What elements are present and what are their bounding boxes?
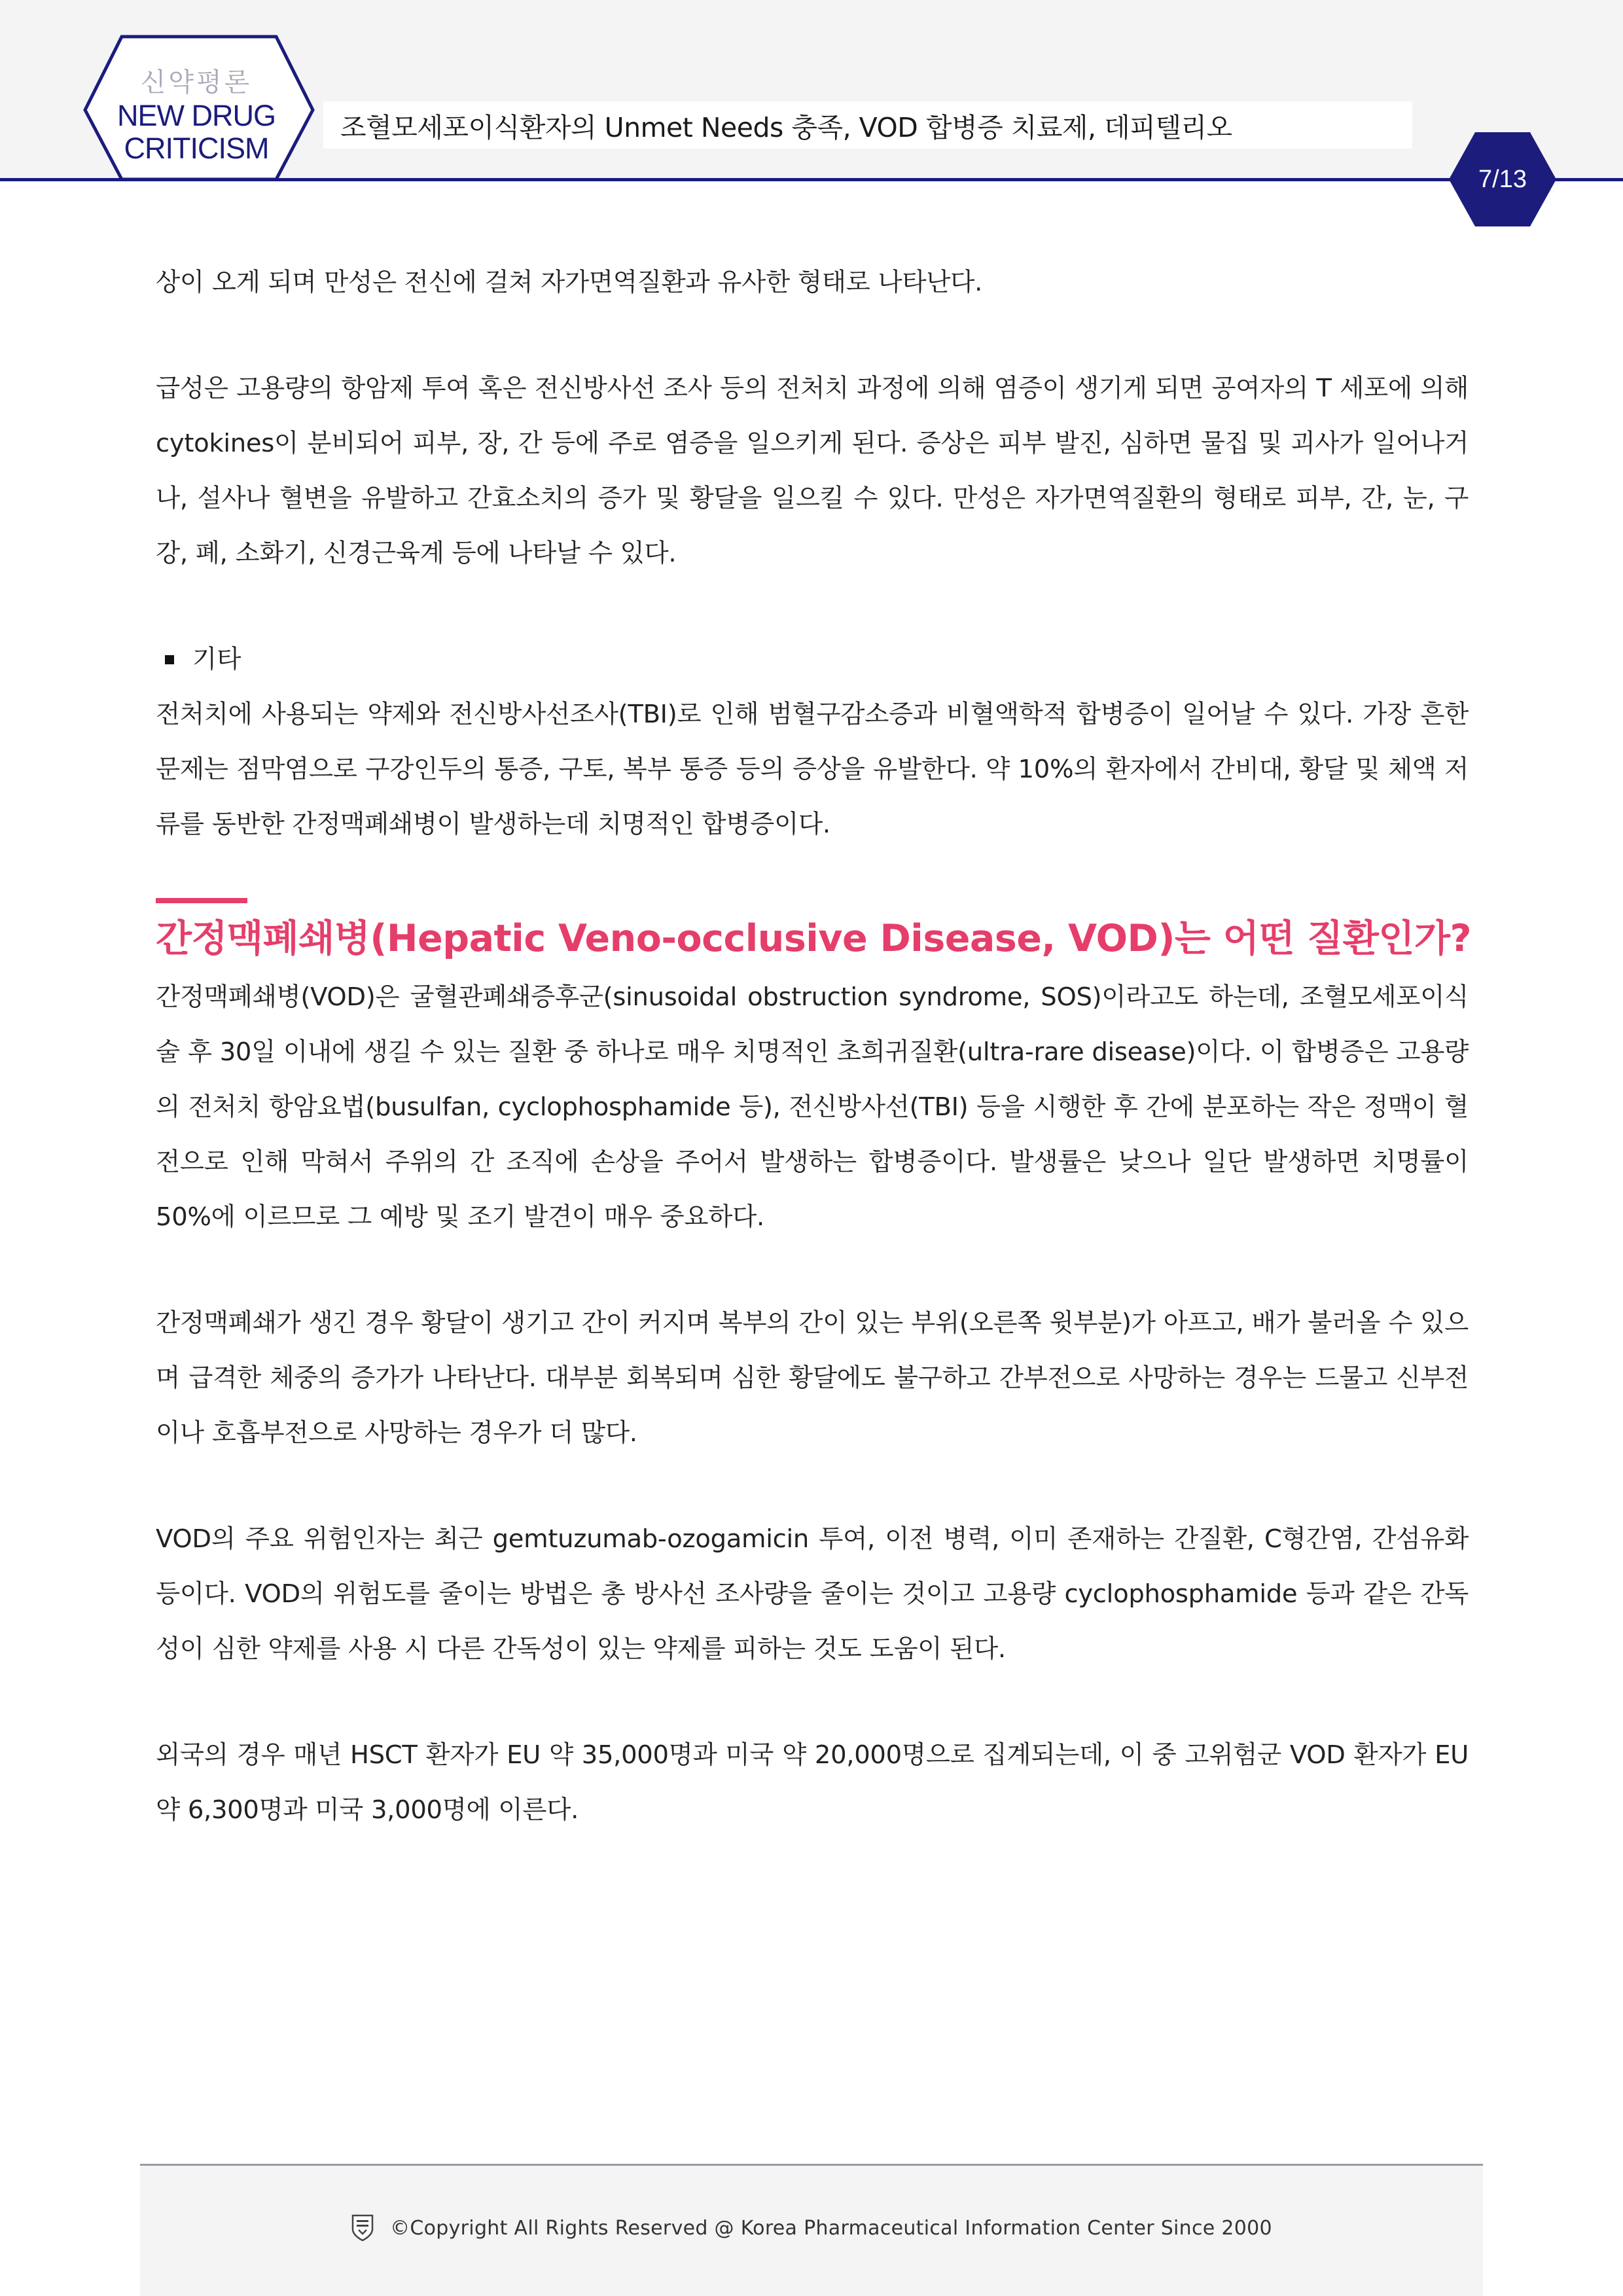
paragraph-1: 상이 오게 되며 만성은 전신에 걸쳐 자가면역질환과 유사한 형태로 나타난다. — [156, 268, 983, 297]
copyright-text: ©Copyright All Rights Reserved @ Korea Pharmaceutical Information Center Since 2000 — [390, 2216, 1272, 2240]
paragraph-3: 전처치에 사용되는 약제와 전신방사선조사(TBI)로 인해 범혈구감소증과 비혈액학적 합병증이 일어날 수 있다. 가장 흔한 문제는 점막염으로 구강인두의 통증, 구토, 복부 통증 등의 증상을 유발한다. 약 10%의 환자에서 간비대, 황달 및 체액 저류를 동반한 간정맥폐쇄병이 발생하는데 치명적인 합병증이다. — [156, 700, 1469, 839]
paragraph-2: 급성은 고용량의 항암제 투여 혹은 전신방사선 조사 등의 전처치 과정에 의해 염증이 생기게 되면 공여자의 T 세포에 의해 cytokines이 분비되어 피부, 장, 간 등에 주로 염증을 일으키게 된다. 증상은 피부 발진, 심하면 물집 및 괴사가 일어나거나, 설사나 혈변을 유발하고 간효소치의 증가 및 황달을 일으킬 수 있다. 만성은 자가면역질환의 형태로 피부, 간, 눈, 구강, 폐, 소화기, 신경근육계 등에 나타날 수 있다. — [156, 374, 1469, 568]
kpic-crest-icon — [351, 2214, 374, 2242]
footer — [0, 2214, 1623, 2242]
logo-line1: NEW DRUG — [117, 99, 276, 132]
page-number: 7/13 — [1478, 165, 1527, 193]
paragraph-5: 간정맥폐쇄가 생긴 경우 황달이 생기고 간이 커지며 복부의 간이 있는 부위(오른쪽 윗부분)가 아프고, 배가 불러올 수 있으며 급격한 체중의 증가가 나타난다. 대부분 회복되며 심한 황달에도 불구하고 간부전으로 사망하는 경우는 드물고 신부전이나 호흡부전으로 사망하는 경우가 더 많다. — [156, 1308, 1469, 1448]
bullet-item — [156, 632, 1469, 687]
logo — [98, 65, 294, 165]
main-content — [156, 255, 1472, 1838]
paragraph-6: VOD의 주요 위험인자는 최근 gemtuzumab-ozogamicin 투여, 이전 병력, 이미 존재하는 간질환, C형간염, 간섬유화 등이다. VOD의 위험도를 줄이는 방법은 총 방사선 조사량을 줄이는 것이고 고용량 cyclophosphamide 등과 같은 간독성이 심한 약제를 사용 시 다른 간독성이 있는 약제를 피하는 것도 도움이 된다. — [156, 1524, 1469, 1664]
doc-title: 조혈모세포이식환자의 Unmet Needs 충족, VOD 합병증 치료제, 데피텔리오 — [340, 111, 1232, 143]
doc-title-box — [323, 101, 1412, 149]
bullet-label: 기타 — [192, 645, 241, 674]
logo-line2: CRITICISM — [124, 132, 269, 165]
logo-korean: 신약평론 — [140, 67, 253, 98]
paragraph-4: 간정맥폐쇄병(VOD)은 굴혈관폐쇄증후군(sinusoidal obstruction syndrome, SOS)이라고도 하는데, 조혈모세포이식술 후 30일 이내에 생길 수 있는 질환 중 하나로 매우 치명적인 초희귀질환(ultra-rare disease)이다. 이 합병증은 고용량의 전처치 항암요법(busulfan, cyclophosphamide 등), 전신방사선(TBI) 등을 시행한 후 간에 분포하는 작은 정맥이 혈전으로 인해 막혀서 주위의 간 조직에 손상을 주어서 발생하는 합병증이다. 발생률은 낮으나 일단 발생하면 치명률이 50%에 이르므로 그 예방 및 조기 발견이 매우 중요하다. — [156, 982, 1469, 1232]
section-title: 간정맥폐쇄병(Hepatic Veno-occlusive Disease, VOD)는 어떤 질환인가? — [156, 917, 1472, 960]
section-accent-bar — [156, 898, 247, 903]
paragraph-7: 외국의 경우 매년 HSCT 환자가 EU 약 35,000명과 미국 약 20,000명으로 집계되는데, 이 중 고위험군 VOD 환자가 EU 약 6,300명과 미국 3,000명에 이른다. — [156, 1740, 1469, 1825]
bullet-square-icon — [165, 655, 174, 664]
